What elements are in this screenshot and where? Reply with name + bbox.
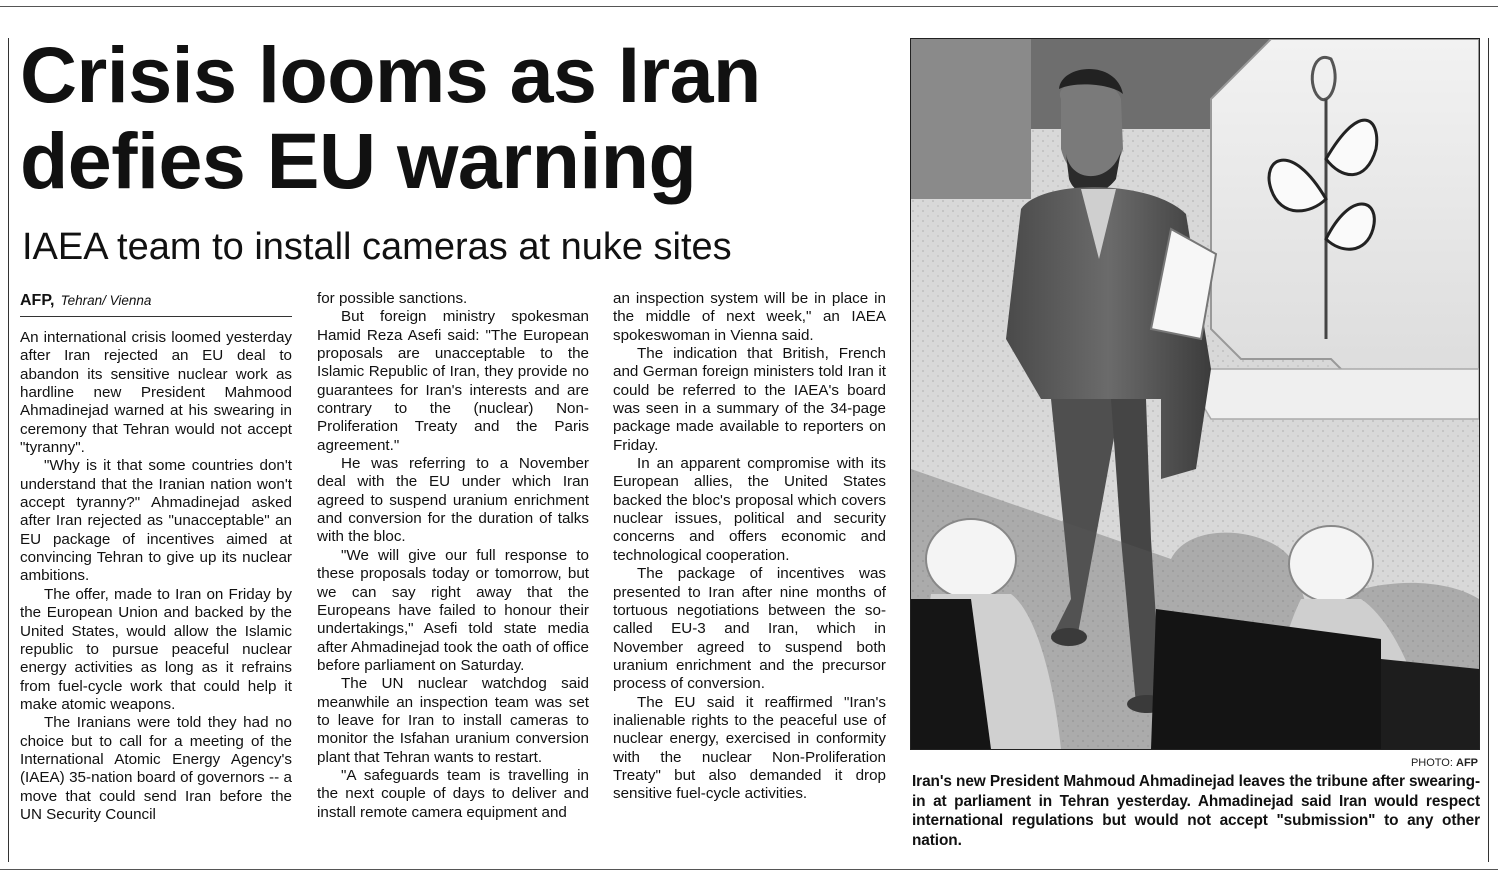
article-column-3 <box>613 290 886 804</box>
photo-credit-label: PHOTO: <box>1410 757 1453 769</box>
right-border-rule <box>1488 38 1489 862</box>
paragraph: The EU said it reaffirmed "Iran's inalienable rights to the peaceful use of nuclear energy, exercised in conformity with the nuclear Non-Proliferation Treaty" but also demanded it drop sensitive fuel-cycle activities. <box>613 693 886 803</box>
paragraph: The package of incentives was presented to Iran after nine months of tortuous negotiations between the so-called EU-3 and Iran, which in November agreed to suspend both uranium enrichment and the precursor process of conversion. <box>613 565 886 693</box>
tribune-step <box>1181 369 1479 419</box>
paragraph: "A safeguards team is travelling in the next couple of days to deliver and install remote camera equipment and <box>317 766 589 821</box>
paragraph: An international crisis loomed yesterday after Iran rejected an EU deal to abandon its sensitive nuclear work as hardline new President Mahmood Ahmadinejad warned at his swearing in ceremony that Tehran would not accept "tyranny". <box>20 329 292 457</box>
paragraph: The offer, made to Iran on Friday by the European Union and backed by the United States, would allow the Islamic republic to pursue peaceful nuclear energy activities as long as it refrains from fuel-cycle work that could help it make atomic weapons. <box>20 585 292 713</box>
paragraph: In an apparent compromise with its European allies, the United States backed the bloc's proposal which covers nuclear issues, political and security concerns and offers economic and technological cooperation. <box>613 455 886 564</box>
photo-illustration <box>911 39 1479 749</box>
headline: Crisis looms as Iran defies EU warning <box>20 30 761 205</box>
paragraph: "Why is it that some countries don't understand that the Iranian nation won't accept tyranny?" Ahmadinejad asked after Iran rejected as "unacceptable" an EU package of incentives aimed at convincing Tehran to give up its nuclear ambitions. <box>20 457 292 585</box>
cleric-turban-left <box>926 519 1016 599</box>
bottom-rule <box>0 869 1498 870</box>
byline <box>20 291 292 317</box>
photo-credit-source: AFP <box>1456 757 1478 769</box>
news-photo <box>910 38 1480 750</box>
photo-caption: Iran's new President Mahmoud Ahmadinejad leaves the tribune after swearing-in at parliament in Tehran yesterday. Ahmadinejad said Iran would respect international regulations but would not accept "submission" to any other nation. <box>912 773 1480 849</box>
paragraph: The indication that British, French and German foreign ministers told Iran it could be referred to the IAEA's board was seen in a summary of the 34-page package made available to reporters on Friday. <box>613 345 886 454</box>
paragraph: The UN nuclear watchdog said meanwhile an inspection team was set to leave for Iran to install cameras to monitor the Isfahan uranium conversion plant that Tehran wants to restart. <box>317 675 589 766</box>
paragraph: But foreign ministry spokesman Hamid Reza Asefi said: "The European proposals are unacceptable to the Islamic Republic of Iran, they provide no guarantees for Iran's interests and are contrary to the (nuclear) Non-Proliferation Treaty and the Paris agreement." <box>317 308 589 454</box>
paragraph: for possible sanctions. <box>317 290 468 307</box>
cleric-turban-right <box>1289 526 1373 602</box>
byline-agency: AFP, <box>20 292 55 309</box>
left-paneling <box>911 39 1031 199</box>
paragraph: He was referring to a November deal with the EU under which Iran agreed to suspend uranium enrichment and conversion for the duration of talks with the bloc. <box>317 455 589 546</box>
paragraph: The Iranians were told they had no choice but to call for a meeting of the International Atomic Energy Agency's (IAEA) 35-nation board of governors -- a move that could send Iran before the UN Security Council <box>20 714 292 823</box>
article-column-2 <box>317 290 589 822</box>
subheadline: IAEA team to install cameras at nuke sites <box>22 226 732 268</box>
top-rule <box>0 6 1498 7</box>
left-border-rule <box>8 38 9 862</box>
paragraph: an inspection system will be in place in the middle of next week," an IAEA spokeswoman in Vienna said. <box>613 290 886 344</box>
seat-far-right <box>1381 659 1479 749</box>
paragraph: "We will give our full response to these proposals today or tomorrow, but we can say right away that the Europeans have failed to honour their undertakings," Asefi told state media after Ahmadinejad took the oath of office before parliament on Saturday. <box>317 546 589 674</box>
byline-dateline: Tehran/ Vienna <box>60 293 152 308</box>
article-column-1 <box>20 329 292 824</box>
photo-credit <box>1300 756 1478 770</box>
